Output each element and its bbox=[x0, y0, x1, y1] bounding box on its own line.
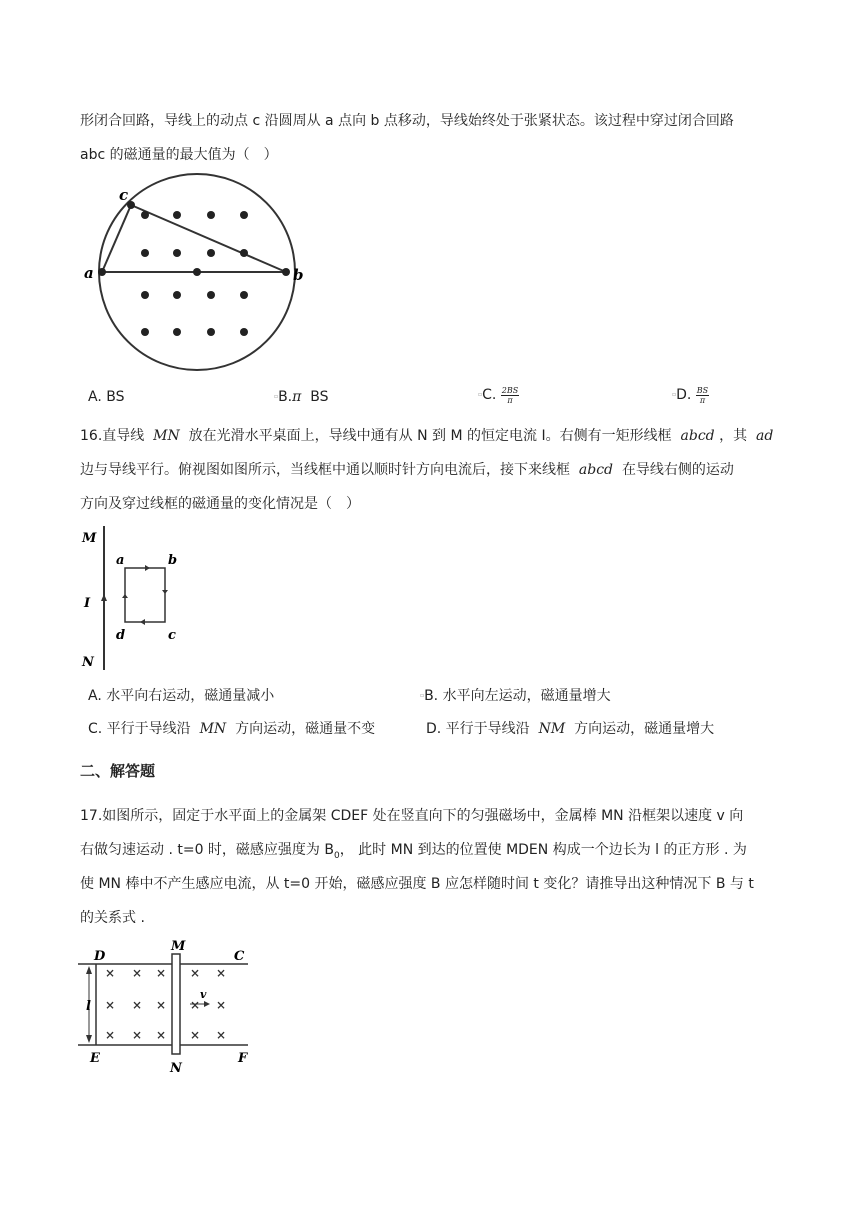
q15-option-c-fraction: $\frac{2BS}{\pi}$ bbox=[501, 385, 519, 405]
q15-label-b: b bbox=[293, 266, 304, 284]
svg-text:×: × bbox=[156, 966, 167, 980]
q17-label-l: l bbox=[86, 999, 91, 1014]
section-heading: 二、解答题 bbox=[80, 762, 156, 780]
q16-label-b: b bbox=[168, 553, 178, 568]
q16-label-d: d bbox=[116, 628, 126, 643]
q15-label-c: c bbox=[119, 186, 129, 204]
q17-label-F: F bbox=[238, 1051, 248, 1066]
q17-label-v: v bbox=[200, 988, 207, 1001]
q15-text-line-1: 形闭合回路，导线上的动点 c 沿圆周从 a 点向 b 点移动，导线始终处于张紧状态。该过程中穿过闭合回路 bbox=[80, 113, 734, 129]
svg-text:×: × bbox=[132, 998, 143, 1012]
svg-text:×: × bbox=[216, 1028, 227, 1042]
q16-option-d[interactable]: D. 平行于导线沿 NM 方向运动，磁通量增大 bbox=[426, 721, 715, 737]
svg-text:×: × bbox=[132, 1028, 143, 1042]
q15-option-b[interactable]: ▫B.π BS bbox=[274, 389, 329, 405]
q16-option-c[interactable]: C. 平行于导线沿 MN 方向运动，磁通量不变 bbox=[88, 721, 376, 737]
q17-text-line-3: 使 MN 棒中不产生感应电流，从 t=0 开始，磁感应强度 B 应怎样随时间 t 变化？请推导出这种情况下 B 与 t bbox=[80, 876, 754, 892]
q16-text-line-2: 边与导线平行。俯视图如图所示，当线框中通以顺时针方向电流后，接下来线框 abcd 在导线右侧的运动 bbox=[80, 462, 734, 478]
q16-text-line-1: 16.直导线 MN 放在光滑水平桌面上，导线中通有从 N 到 M 的恒定电流 I。右侧有一矩形线框 abcd ，其 ad bbox=[80, 428, 774, 444]
q17-rail-figure bbox=[78, 934, 268, 1076]
q17-label-C: C bbox=[234, 949, 245, 964]
svg-text:×: × bbox=[105, 966, 116, 980]
q16-label-a: a bbox=[116, 553, 125, 568]
q16-text-line-3: 方向及穿过线框的磁通量的变化情况是（ ） bbox=[80, 496, 360, 512]
q16-label-I: I bbox=[84, 596, 91, 611]
q15-option-d-fraction: $\frac{BS}{\pi}$ bbox=[696, 385, 709, 405]
q17-text-line-2: 右做匀速运动 . t=0 时，磁感应强度为 $B_0$， 此时 MN 到达的位置使 MDEN 构成一个边长为 l 的正方形 . 为 bbox=[80, 842, 747, 861]
svg-text:×: × bbox=[132, 966, 143, 980]
svg-text:×: × bbox=[190, 1028, 201, 1042]
svg-text:×: × bbox=[190, 998, 201, 1012]
svg-text:×: × bbox=[190, 966, 201, 980]
svg-text:×: × bbox=[105, 998, 116, 1012]
q16-option-b[interactable]: ▫B. 水平向左运动，磁通量增大 bbox=[420, 688, 611, 704]
svg-text:×: × bbox=[216, 966, 227, 980]
q17-text-line-1: 17.如图所示，固定于水平面上的金属架 CDEF 处在竖直向下的匀强磁场中，金属棒 MN 沿框架以速度 v 向 bbox=[80, 808, 744, 824]
q16-label-N: N bbox=[82, 655, 94, 670]
q15-option-c[interactable]: ▫C. $\frac{2BS}{\pi}$ bbox=[478, 385, 519, 405]
q16-label-c: c bbox=[168, 628, 176, 643]
svg-text:×: × bbox=[216, 998, 227, 1012]
q17-text-line-4: 的关系式 . bbox=[80, 910, 145, 926]
svg-text:×: × bbox=[156, 1028, 167, 1042]
q16-wire-frame-figure bbox=[78, 522, 198, 674]
q15-circle-figure bbox=[80, 186, 320, 386]
q17-label-M: M bbox=[171, 939, 186, 954]
q16-option-a[interactable]: A. 水平向右运动，磁通量减小 bbox=[88, 688, 275, 704]
svg-text:×: × bbox=[156, 998, 167, 1012]
svg-text:×: × bbox=[105, 1028, 116, 1042]
q15-label-a: a bbox=[84, 264, 94, 282]
q15-option-a[interactable]: A. BS bbox=[88, 389, 125, 405]
q16-label-M: M bbox=[82, 531, 97, 546]
q17-label-E: E bbox=[90, 1051, 100, 1066]
q17-label-N: N bbox=[170, 1061, 182, 1076]
q15-text-line-2: abc 的磁通量的最大值为（ ） bbox=[80, 147, 278, 163]
q15-option-d[interactable]: ▫D. $\frac{BS}{\pi}$ bbox=[672, 385, 709, 405]
q17-label-D: D bbox=[94, 949, 106, 964]
